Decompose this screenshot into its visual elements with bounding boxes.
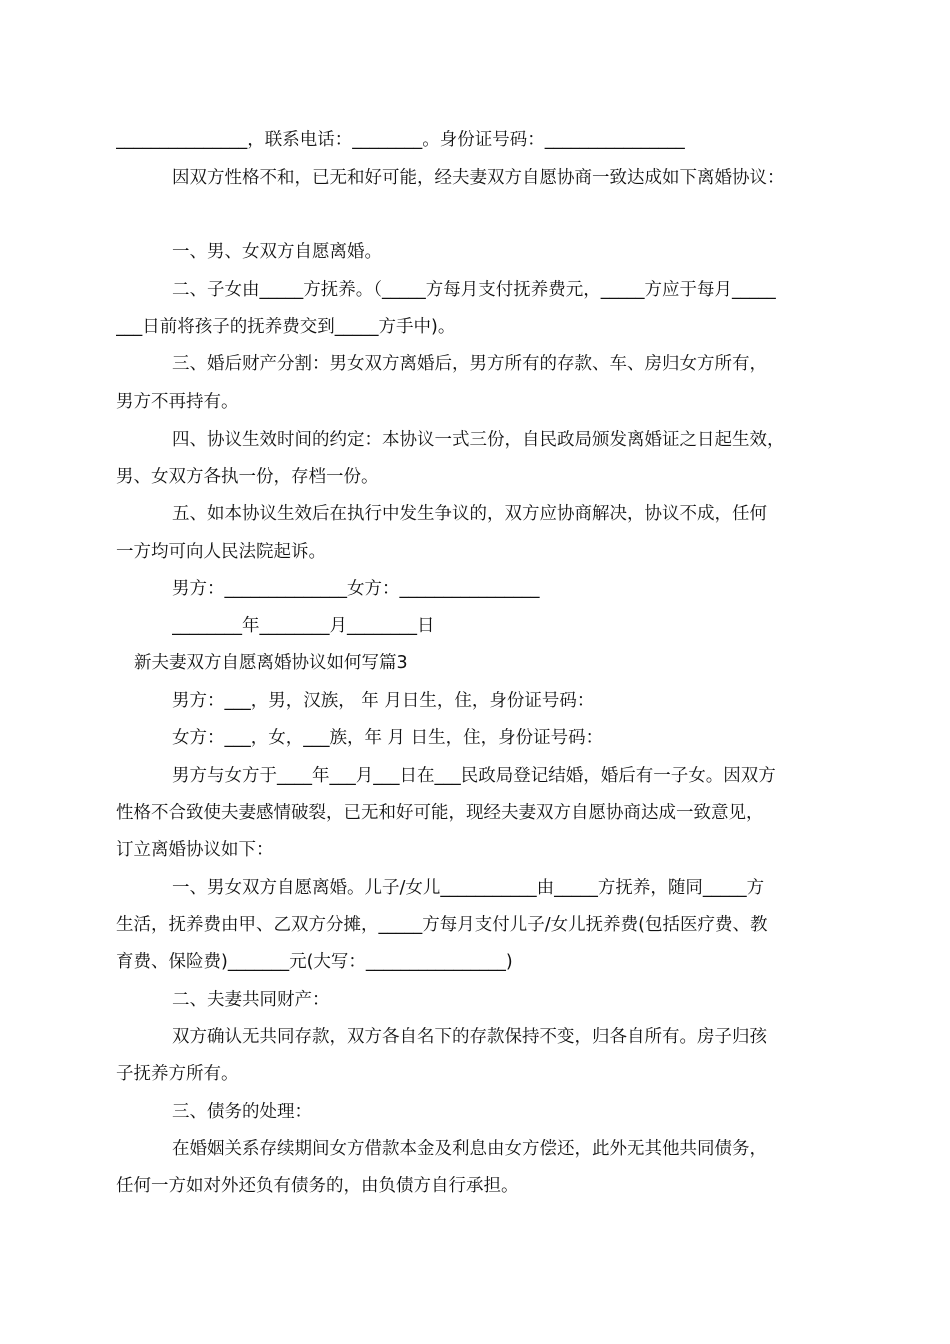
section3-clause-3-heading: 三、债务的处理：: [172, 1102, 312, 1122]
clause-3-line-1: 三、婚后财产分割：男女双方离婚后，男方所有的存款、车、房归女方所有，: [172, 354, 767, 374]
section3-clause-1-line-2: 生活，抚养费由甲、乙双方分摊，_____方每月支付儿子/女儿抚养费(包括医疗费、教: [116, 915, 768, 935]
clause-2-line-1: 二、子女由_____方抚养。（_____方每月支付抚养费元，_____方应于每月_____: [172, 280, 776, 300]
property-paragraph-line-2: 子抚养方所有。: [116, 1064, 239, 1084]
clause-4-line-1: 四、协议生效时间的约定：本协议一式三份，自民政局颁发离婚证之日起生效，: [172, 430, 785, 450]
signature-line: 男方：______________女方：________________: [172, 579, 540, 599]
preamble-paragraph: 因双方性格不和，已无和好可能，经夫妻双方自愿协商一致达成如下离婚协议：: [172, 168, 785, 188]
marriage-paragraph-line-2: 性格不合致使夫妻感情破裂，已无和好可能，现经夫妻双方自愿协商达成一致意见，: [116, 803, 764, 823]
clause-5-line-1: 五、如本协议生效后在执行中发生争议的，双方应协商解决，协议不成，任何: [172, 504, 767, 524]
section3-clause-2-heading: 二、夫妻共同财产：: [172, 990, 330, 1010]
section-title: 新夫妻双方自愿离婚协议如何写篇3: [134, 653, 408, 673]
clause-1: 一、男、女双方自愿离婚。: [172, 242, 382, 262]
clause-2-line-2: ___日前将孩子的抚养费交到_____方手中)。: [116, 317, 456, 337]
clause-3-line-2: 男方不再持有。: [116, 392, 239, 412]
clause-5-line-2: 一方均可向人民法院起诉。: [116, 542, 326, 562]
date-line: ________年________月________日: [172, 616, 435, 636]
property-paragraph-line-1: 双方确认无共同存款，双方各自名下的存款保持不变，归各自所有。房子归孩: [172, 1027, 767, 1047]
marriage-paragraph-line-1: 男方与女方于____年___月___日在___民政局登记结婚，婚后有一子女。因双方: [172, 766, 776, 786]
section3-clause-1-line-1: 一、男女双方自愿离婚。儿子/女儿___________由_____方抚养，随同_____方: [172, 878, 765, 898]
clause-4-line-2: 男、女双方各执一份，存档一份。: [116, 467, 379, 487]
section3-clause-1-line-3: 育费、保险费)_______元(大写：________________): [116, 952, 513, 972]
marriage-paragraph-line-3: 订立离婚协议如下：: [116, 840, 274, 860]
debt-paragraph-line-2: 任何一方如对外还负有债务的，由负债方自行承担。: [116, 1176, 519, 1196]
male-party-info: 男方：___，男，汉族， 年 月日生，住，身份证号码：: [172, 691, 595, 711]
debt-paragraph-line-1: 在婚姻关系存续期间女方借款本金及利息由女方偿还，此外无其他共同债务，: [172, 1139, 767, 1159]
contact-info-line: _______________，联系电话：________。身份证号码：________________: [116, 130, 685, 150]
female-party-info: 女方：___，女，___族，年 月 日生，住，身份证号码：: [172, 728, 604, 748]
